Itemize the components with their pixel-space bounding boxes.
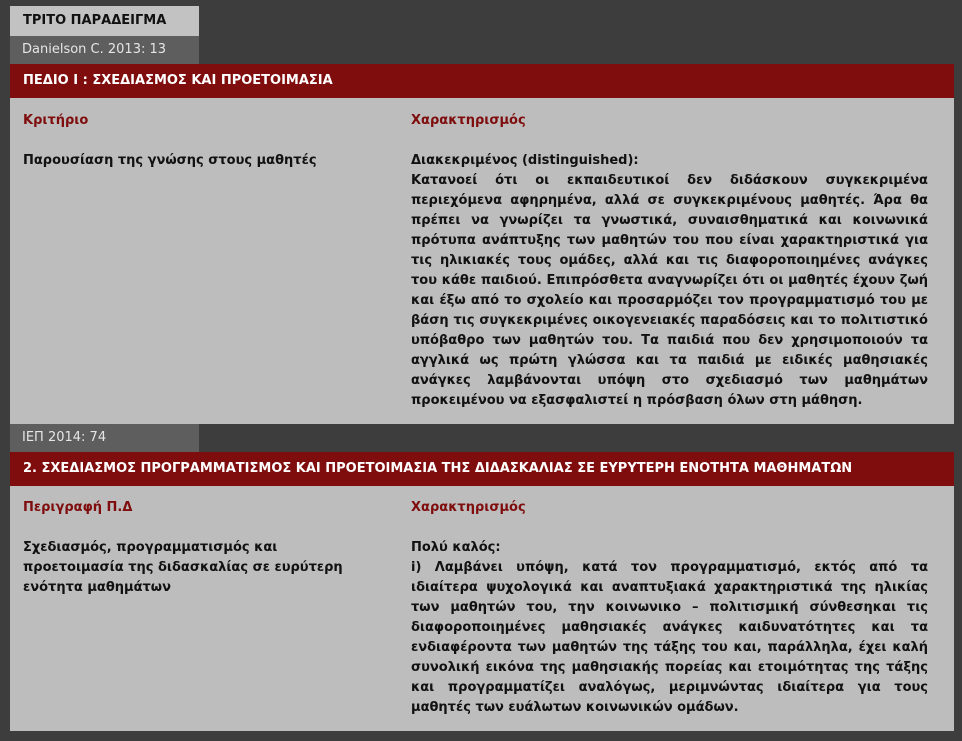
source-citation-2: ΙΕΠ 2014: 74: [10, 424, 199, 452]
level-label: Διακεκριμένος (distinguished):: [411, 153, 639, 168]
column-header-characterization: Χαρακτηρισμός: [411, 113, 526, 128]
column-header-characterization: Χαρακτηρισμός: [411, 500, 526, 515]
source-citation-1: Danielson C. 2013: 13: [10, 36, 199, 64]
column-header-description: Περιγραφή Π.Δ: [23, 500, 133, 515]
section-banner-2: 2. ΣΧΕΔΙΑΣΜΟΣ ΠΡΟΓΡΑΜΜΑΤΙΣΜΟΣ ΚΑΙ ΠΡΟΕΤΟΙΜΑΣΙΑ ΤΗΣ ΔΙΔΑΣΚΑΛΙΑΣ ΣΕ ΕΥΡΥΤΕΡΗ ΕΝΟΤΗΤΑ ΜΑΘΗΜΑΤΩΝ: [10, 452, 954, 486]
column-header-criterion: Κριτήριο: [23, 113, 89, 128]
page-title: ΤΡΙΤΟ ΠΑΡΑΔΕΙΓΜΑ: [10, 6, 199, 36]
section-banner-1: ΠΕΔΙΟ Ι : ΣΧΕΔΙΑΣΜΟΣ ΚΑΙ ΠΡΟΕΤΟΙΜΑΣΙΑ: [10, 64, 954, 98]
characterization-block: [411, 151, 928, 411]
criterion-text: Σχεδιασμός, προγραμματισμός και προετοιμασία της διδασκαλίας σε ευρύτερη ενότητα μαθημάτων: [23, 540, 343, 595]
level-description: i) Λαμβάνει υπόψη, κατά τον προγραμματισμό, εκτός από τα ιδιαίτερα ψυχολογικά και αναπτυξιακά χαρακτηριστικά της ηλικίας των μαθητών του, την κοινωνικο – πολιτισμική σύνθεσηκαι τις διαφοροποιημένες μαθησιακές ανάγκες καιδυνατότητες και τα ενδιαφέροντα των μαθητών της τάξης του και, παράλληλα, έχει καλή συνολική εικόνα της μαθησιακής πορείας και ετοιμότητας της τάξης και προγραμματίζει αναλόγως, μεριμνώντας ιδιαίτερα για τους μαθητές των ευάλωτων κοινωνικών ομάδων.: [411, 560, 928, 715]
criterion-text: Παρουσίαση της γνώσης στους μαθητές: [23, 153, 317, 168]
level-label: Πολύ καλός:: [411, 540, 501, 555]
level-description: Κατανοεί ότι οι εκπαιδευτικοί δεν διδάσκουν συγκεκριμένα περιεχόμενα αφηρημένα, αλλά σε συγκεκριμένους μαθητές. Άρα θα πρέπει να γνωρίζει τα γνωστικά, συναισθηματικά και κοινωνικά πρότυπα ανάπτυξης των μαθητών του που είναι χαρακτηριστικά για τις ηλικιακές τους ομάδες, αλλά και τις διαφοροποιημένες ανάγκες του κάθε παιδιού. Επιπρόσθετα αναγνωρίζει ότι οι μαθητές έχουν ζωή και έξω από το σχολείο και προσαρμόζει τον προγραμματισμό του με βάση τις συγκεκριμένες οικογενειακές παραδόσεις και το πολιτιστικό υπόβαθρο των μαθητών του. Τα παιδιά που δεν χρησιμοποιούν τα αγγλικά ως πρώτη γλώσσα και τα παιδιά με ειδικές μαθησιακές ανάγκες λαμβάνονται υπόψη στο σχεδιασμό των μαθημάτων προκειμένου να εξασφαλιστεί η πρόσβαση όλων στη μάθηση.: [411, 173, 928, 408]
characterization-block: [411, 538, 928, 718]
section-panel-2: [10, 486, 954, 731]
section-panel-1: [10, 98, 954, 424]
